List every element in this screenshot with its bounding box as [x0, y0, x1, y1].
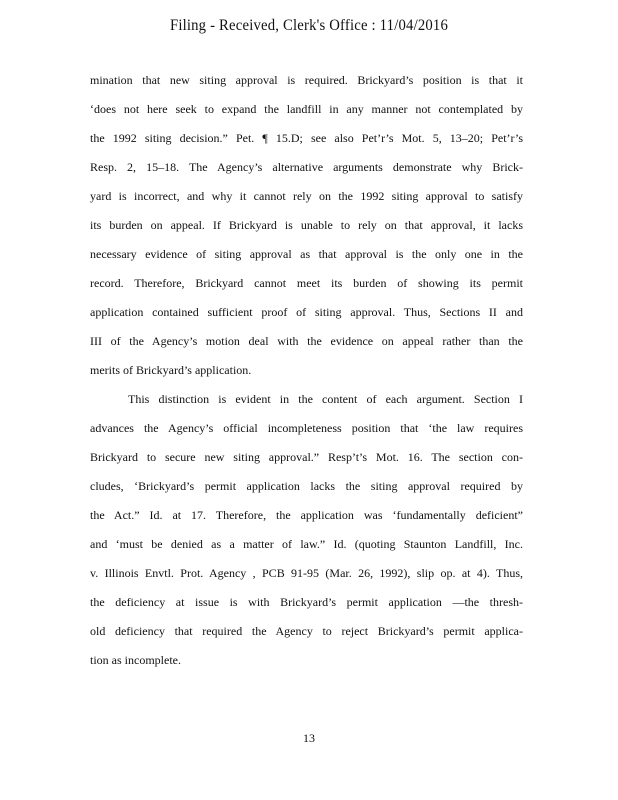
text-line: merits of Brickyard’s application.	[90, 363, 252, 377]
text-line: yard is incorrect, and why it cannot rely on the 1992 siting approval to satisfy	[90, 189, 523, 203]
text-line: record. Therefore, Brickyard cannot meet its burden of showing its permit	[90, 276, 523, 290]
text-line: its burden on appeal. If Brickyard is unable to rely on that approval, it lacks	[90, 218, 523, 232]
body-text	[90, 70, 523, 679]
text-line: necessary evidence of siting approval as that approval is the only one in the	[90, 247, 523, 261]
text-line: advances the Agency’s official incompleteness position that ‘the law requires	[90, 421, 523, 435]
text-line: cludes, ‘Brickyard’s permit application lacks the siting approval required by	[90, 479, 523, 493]
text-line: v. Illinois Envtl. Prot. Agency , PCB 91-95 (Mar. 26, 1992), slip op. at 4). Thus,	[90, 566, 523, 580]
text-line: mination that new siting approval is required. Brickyard’s position is that it	[90, 73, 523, 87]
text-line: old deficiency that required the Agency to reject Brickyard’s permit applica-	[90, 624, 523, 638]
text-line: ‘does not here seek to expand the landfill in any manner not contemplated by	[90, 102, 523, 116]
text-line: application contained sufficient proof of siting approval. Thus, Sections II and	[90, 305, 523, 319]
text-line: Resp. 2, 15–18. The Agency’s alternative arguments demonstrate why Brick-	[90, 160, 523, 174]
filing-header: Filing - Received, Clerk's Office : 11/04/2016	[169, 17, 449, 34]
text-line: tion as incomplete.	[90, 653, 181, 667]
text-line: Brickyard to secure new siting approval.” Resp’t’s Mot. 16. The section con-	[90, 450, 523, 464]
text-line: the 1992 siting decision.” Pet. ¶ 15.D; see also Pet’r’s Mot. 5, 13–20; Pet’r’s	[90, 131, 523, 145]
text-line: and ‘must be denied as a matter of law.” Id. (quoting Staunton Landfill, Inc.	[90, 537, 523, 551]
text-line: III of the Agency’s motion deal with the evidence on appeal rather than the	[90, 334, 523, 348]
text-line: the deficiency at issue is with Brickyard’s permit application —the thresh-	[90, 595, 523, 609]
page-number: 13	[303, 731, 315, 745]
text-line: This distinction is evident in the content of each argument. Section I	[128, 392, 523, 406]
text-line: the Act.” Id. at 17. Therefore, the application was ‘fundamentally deficient”	[90, 508, 523, 522]
